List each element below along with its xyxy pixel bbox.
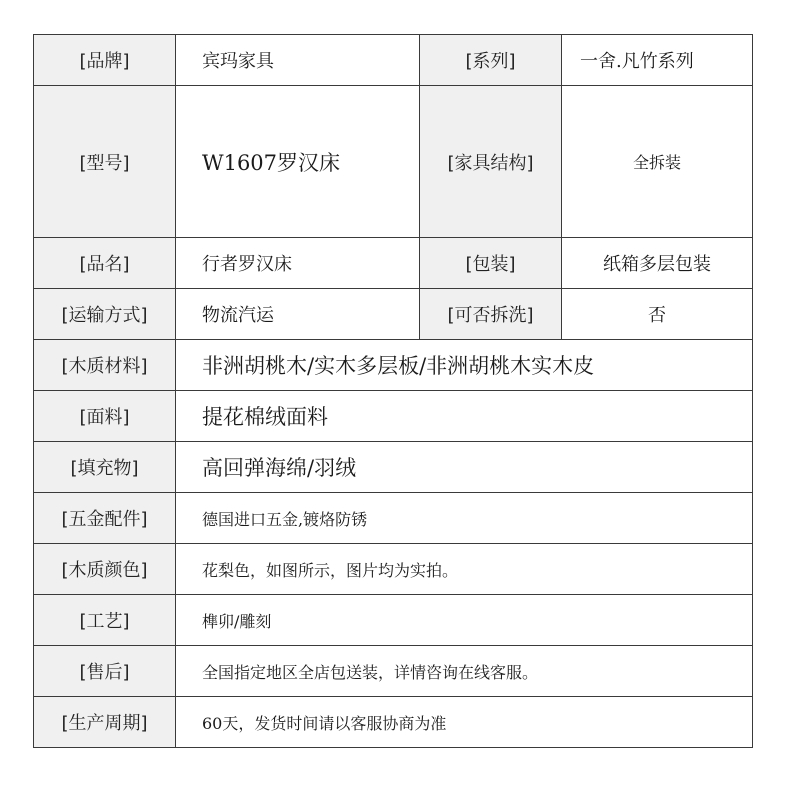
spec-row-after-sales	[34, 646, 753, 697]
spec-row-wood-material	[34, 340, 753, 391]
washable-value: 否	[562, 289, 753, 340]
brand-value: 宾玛家具	[176, 35, 420, 86]
wood-color-label: [木质颜色]	[34, 544, 176, 595]
shipping-label: [运输方式]	[34, 289, 176, 340]
spec-row-name	[34, 238, 753, 289]
fabric-value: 提花棉绒面料	[176, 391, 753, 442]
product-name-value: 行者罗汉床	[176, 238, 420, 289]
production-cycle-label: [生产周期]	[34, 697, 176, 748]
series-value: 一舍.凡竹系列	[562, 35, 753, 86]
filling-label: [填充物]	[34, 442, 176, 493]
structure-label: [家具结构]	[420, 86, 562, 238]
spec-row-wood-color	[34, 544, 753, 595]
spec-row-shipping	[34, 289, 753, 340]
model-label: [型号]	[34, 86, 176, 238]
filling-value: 高回弹海绵/羽绒	[176, 442, 753, 493]
product-spec-sheet	[33, 34, 752, 748]
packaging-label: [包装]	[420, 238, 562, 289]
spec-table	[33, 34, 753, 748]
fabric-label: [面料]	[34, 391, 176, 442]
spec-row-fabric	[34, 391, 753, 442]
brand-label: [品牌]	[34, 35, 176, 86]
after-sales-label: [售后]	[34, 646, 176, 697]
product-name-label: [品名]	[34, 238, 176, 289]
hardware-label: [五金配件]	[34, 493, 176, 544]
after-sales-value: 全国指定地区全店包送装，详情咨询在线客服。	[176, 646, 753, 697]
spec-row-brand	[34, 35, 753, 86]
spec-row-production-cycle	[34, 697, 753, 748]
packaging-value: 纸箱多层包装	[562, 238, 753, 289]
spec-row-model	[34, 86, 753, 238]
structure-value: 全拆装	[562, 86, 753, 238]
spec-row-craft	[34, 595, 753, 646]
spec-row-filling	[34, 442, 753, 493]
craft-label: [工艺]	[34, 595, 176, 646]
model-value: W1607罗汉床	[176, 86, 420, 238]
craft-value: 榫卯/雕刻	[176, 595, 753, 646]
wood-material-label: [木质材料]	[34, 340, 176, 391]
spec-row-hardware	[34, 493, 753, 544]
series-label: [系列]	[420, 35, 562, 86]
washable-label: [可否拆洗]	[420, 289, 562, 340]
production-cycle-value: 60天，发货时间请以客服协商为准	[176, 697, 753, 748]
hardware-value: 德国进口五金,镀烙防锈	[176, 493, 753, 544]
shipping-value: 物流汽运	[176, 289, 420, 340]
wood-material-value: 非洲胡桃木/实木多层板/非洲胡桃木实木皮	[176, 340, 753, 391]
wood-color-value: 花梨色，如图所示，图片均为实拍。	[176, 544, 753, 595]
